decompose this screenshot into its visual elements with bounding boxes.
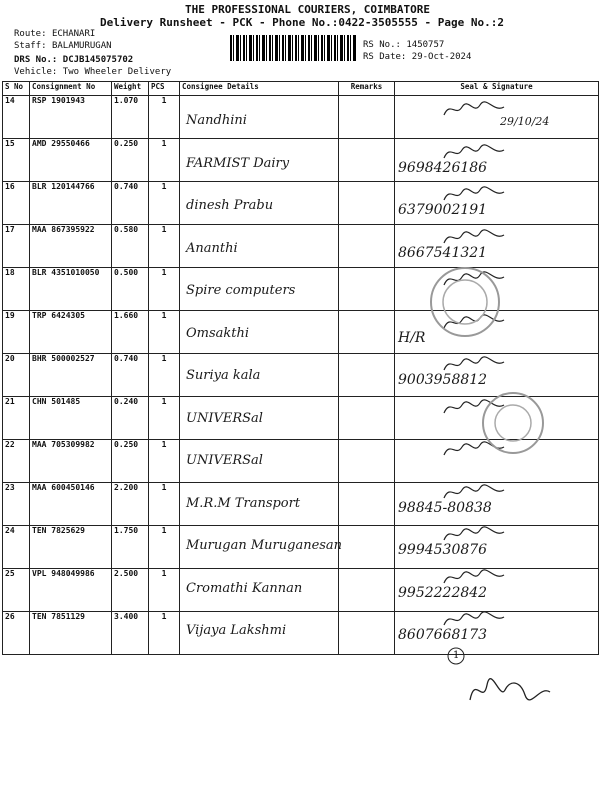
cell-pcs: 1 <box>149 354 180 397</box>
cell-pcs: 1 <box>149 440 180 483</box>
barcode-image <box>230 35 356 61</box>
cell-remarks <box>339 569 395 612</box>
cell-weight: 1.750 <box>112 526 149 569</box>
cell-sno: 22 <box>3 440 30 483</box>
handwritten-phone: H/R <box>398 329 426 346</box>
handwritten-phone: 8607668173 <box>398 627 488 643</box>
manager-signature <box>465 670 555 710</box>
handwritten-phone: 8667541321 <box>398 244 488 261</box>
signature-scribble <box>440 352 510 376</box>
column-header-remarks: Remarks <box>339 82 395 96</box>
cell-consignment: BLR 120144766 <box>30 182 112 225</box>
signature-scribble <box>440 480 510 504</box>
route-label: Route: <box>14 29 47 39</box>
runsheet-subtitle: Delivery Runsheet - PCK - Phone No.:0422-3505555 - Page No.:2 <box>100 16 504 29</box>
cell-consignment: TRP 6424305 <box>30 311 112 354</box>
handwritten-phone: 9003958812 <box>398 372 488 388</box>
cell-weight: 0.500 <box>112 268 149 311</box>
cell-remarks <box>339 526 395 569</box>
cell-weight: 2.500 <box>112 569 149 612</box>
cell-pcs: 1 <box>149 526 180 569</box>
cell-consignment: MAA 867395922 <box>30 225 112 268</box>
cell-pcs: 1 <box>149 225 180 268</box>
cell-weight: 0.740 <box>112 182 149 225</box>
rs-no-line <box>363 40 444 50</box>
handwritten-consignee: Murugan Muruganesan <box>186 538 343 553</box>
page-mark: 1 <box>453 650 460 661</box>
cell-consignment: BLR 4351010050 <box>30 268 112 311</box>
cell-weight: 2.200 <box>112 483 149 526</box>
handwritten-consignee: Vijaya Lakshmi <box>186 623 287 638</box>
rs-date-line <box>363 52 471 62</box>
drs-value: DCJB145075702 <box>62 55 134 65</box>
cell-sno: 14 <box>3 96 30 139</box>
cell-weight: 0.740 <box>112 354 149 397</box>
handwritten-consignee: M.R.M Transport <box>186 495 301 511</box>
cell-remarks <box>339 268 395 311</box>
cell-sno: 26 <box>3 612 30 655</box>
cell-sno: 21 <box>3 397 30 440</box>
cell-remarks <box>339 440 395 483</box>
rs-date-value: 29-Oct-2024 <box>411 52 472 62</box>
cell-weight: 3.400 <box>112 612 149 655</box>
cell-remarks <box>339 225 395 268</box>
cell-sno: 16 <box>3 182 30 225</box>
cell-pcs: 1 <box>149 311 180 354</box>
column-header-consignee: Consignee Details <box>180 82 339 96</box>
column-header-signature: Seal & Signature <box>395 82 599 96</box>
handwritten-phone: 6379002191 <box>398 202 488 218</box>
handwritten-consignee: Ananthi <box>186 240 238 256</box>
delivery-stamp <box>420 262 510 342</box>
cell-sno: 24 <box>3 526 30 569</box>
cell-pcs: 1 <box>149 569 180 612</box>
handwritten-consignee: dinesh Prabu <box>186 198 274 213</box>
cell-remarks <box>339 397 395 440</box>
cell-weight: 1.660 <box>112 311 149 354</box>
column-header-pcs: PCS <box>149 82 180 96</box>
company-title: THE PROFESSIONAL COURIERS, COIMBATORE <box>185 3 431 16</box>
cell-remarks <box>339 311 395 354</box>
table-header-row <box>3 82 599 96</box>
signature-scribble <box>440 97 510 121</box>
handwritten-consignee: Suriya kala <box>186 368 261 383</box>
column-header-weight: Weight <box>112 82 149 96</box>
cell-consignment: RSP 1901943 <box>30 96 112 139</box>
staff-line <box>14 41 112 51</box>
signature-scribble <box>440 522 510 546</box>
drs-line <box>14 55 133 65</box>
cell-consignment: TEN 7825629 <box>30 526 112 569</box>
cell-sno: 19 <box>3 311 30 354</box>
handwritten-consignee: Omsakthi <box>186 325 250 341</box>
handwritten-consignee: Spire computers <box>186 283 296 298</box>
staff-value: BALAMURUGAN <box>51 41 112 51</box>
cell-consignment: CHN 501485 <box>30 397 112 440</box>
cell-sno: 20 <box>3 354 30 397</box>
cell-consignment: TEN 7851129 <box>30 612 112 655</box>
cell-weight: 0.580 <box>112 225 149 268</box>
vehicle-label: Vehicle: <box>14 67 58 77</box>
handwritten-consignee: Nandhini <box>186 113 247 128</box>
handwritten-consignee: UNIVERSal <box>186 453 263 468</box>
cell-consignment: BHR 500002527 <box>30 354 112 397</box>
cell-pcs: 1 <box>149 612 180 655</box>
cell-consignment: VPL 948049986 <box>30 569 112 612</box>
drs-label: DRS No.: <box>14 55 58 65</box>
handwritten-consignee: UNIVERSal <box>186 410 263 426</box>
signature-scribble <box>440 607 510 631</box>
cell-remarks <box>339 139 395 182</box>
cell-sno: 17 <box>3 225 30 268</box>
cell-weight: 0.250 <box>112 139 149 182</box>
courier-stamp <box>478 388 548 458</box>
cell-remarks <box>339 182 395 225</box>
signature-scribble <box>440 140 510 164</box>
handwritten-date: 29/10/24 <box>500 115 550 128</box>
rs-no-label: RS No.: <box>363 40 401 50</box>
handwritten-consignee: FARMIST Dairy <box>186 155 290 171</box>
cell-weight: 0.250 <box>112 440 149 483</box>
signature-scribble <box>440 182 510 206</box>
handwritten-phone: 9994530876 <box>398 542 488 558</box>
cell-pcs: 1 <box>149 268 180 311</box>
staff-label: Staff: <box>14 41 47 51</box>
vehicle-value: Two Wheeler Delivery <box>62 67 172 77</box>
cell-sno: 23 <box>3 483 30 526</box>
rs-no-value: 1450757 <box>406 40 445 50</box>
vehicle-line <box>14 67 171 77</box>
cell-consignment: MAA 600450146 <box>30 483 112 526</box>
cell-pcs: 1 <box>149 483 180 526</box>
cell-weight: 1.070 <box>112 96 149 139</box>
cell-sno: 18 <box>3 268 30 311</box>
cell-remarks <box>339 483 395 526</box>
cell-remarks <box>339 612 395 655</box>
cell-sno: 15 <box>3 139 30 182</box>
signature-scribble <box>440 225 510 249</box>
cell-consignment: MAA 705309982 <box>30 440 112 483</box>
cell-weight: 0.240 <box>112 397 149 440</box>
cell-pcs: 1 <box>149 96 180 139</box>
cell-sno: 25 <box>3 569 30 612</box>
cell-pcs: 1 <box>149 397 180 440</box>
cell-pcs: 1 <box>149 182 180 225</box>
signature-scribble <box>440 565 510 589</box>
handwritten-phone: 9698426186 <box>398 159 488 176</box>
column-header-sno: S No <box>3 82 30 96</box>
cell-remarks <box>339 354 395 397</box>
cell-pcs: 1 <box>149 139 180 182</box>
column-header-consignment: Consignment No <box>30 82 112 96</box>
rs-date-label: RS Date: <box>363 52 407 62</box>
route-value: ECHANARI <box>51 29 96 39</box>
cell-consignment: AMD 29550466 <box>30 139 112 182</box>
handwritten-phone: 98845-80838 <box>398 499 492 516</box>
handwritten-consignee: Cromathi Kannan <box>186 580 303 596</box>
handwritten-phone: 9952222842 <box>398 584 488 601</box>
cell-remarks <box>339 96 395 139</box>
route-line <box>14 29 95 39</box>
